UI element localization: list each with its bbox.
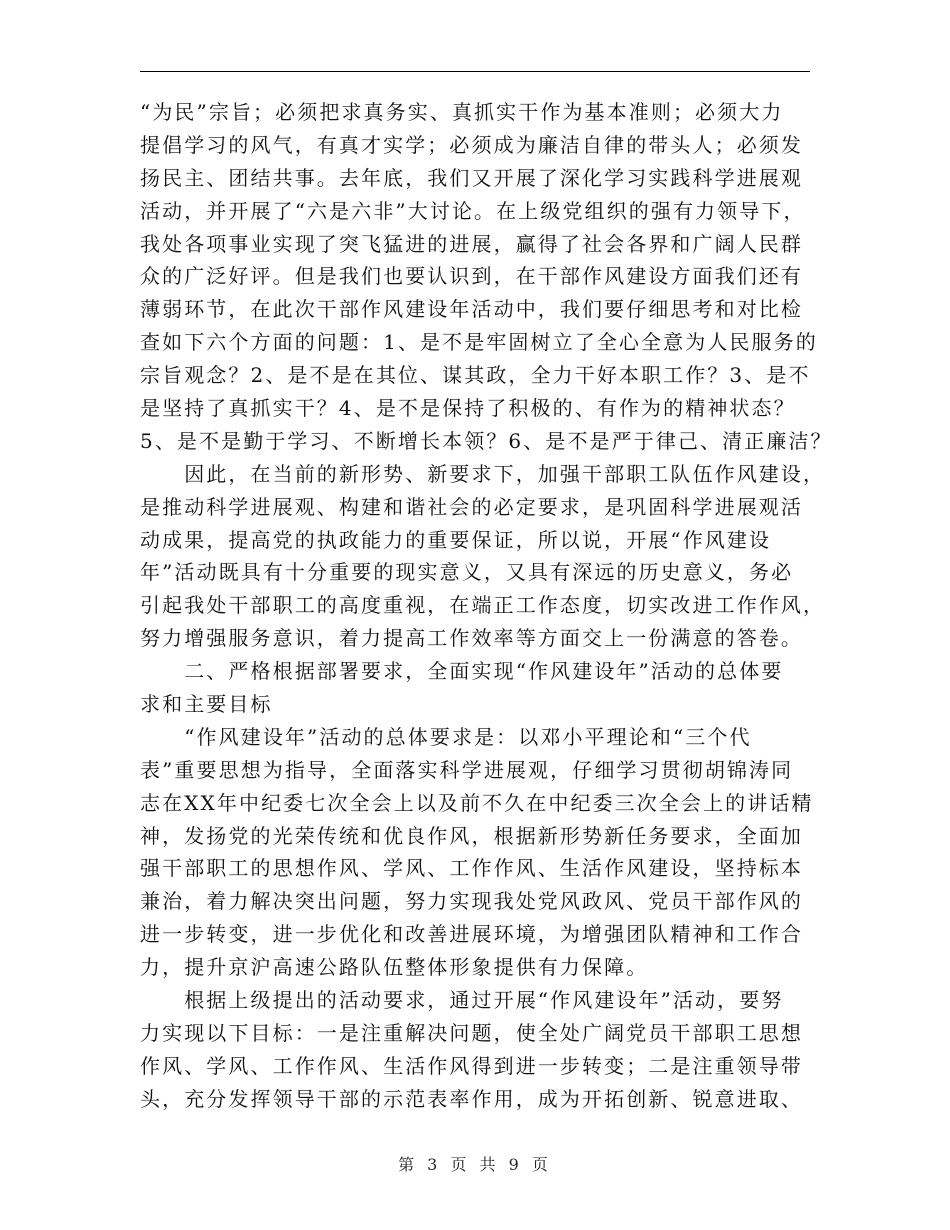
text-line: 进一步转变，进一步优化和改善进展环境，为增强团队精神和工作合 (140, 922, 803, 947)
page-footer: 第 3 页 共 9 页 (398, 1155, 552, 1174)
text-line: 我处各项事业实现了突飞猛进的进展，赢得了社会各界和广阔人民群 (140, 231, 803, 256)
text-line: 活动，并开展了“六是六非”大讨论。在上级党组织的强有力领导下， (140, 198, 806, 223)
text-line: 动成果，提高党的执政能力的重要保证，所以说，开展“作风建设 (140, 527, 772, 552)
body-text (140, 96, 833, 1116)
text-line: 是坚持了真抓实干？4、是不是保持了积极的、有作为的精神状态？ (140, 396, 796, 421)
text-line: 年”活动既具有十分重要的现实意义，又具有深远的历史意义，务必 (140, 560, 794, 585)
text-line: “为民”宗旨；必须把求真务实、真抓实干作为基本准则；必须大力 (140, 100, 784, 124)
text-line: 提倡学习的风气，有真才实学；必须成为廉洁自律的带头人；必须发 (140, 132, 803, 157)
text-line: 是推动科学进展观、构建和谐社会的必定要求，是巩固科学进展观活 (140, 494, 803, 519)
text-line: “作风建设年”活动的总体要求是：以邓小平理论和“三个代 (140, 724, 752, 749)
text-line: 二、严格根据部署要求，全面实现“作风建设年”活动的总体要 (140, 659, 784, 684)
text-line: 求和主要目标 (140, 692, 273, 717)
text-line: 志在XX年中纪委七次全会上以及前不久在中纪委三次全会上的讲话精 (140, 790, 814, 815)
text-line: 作风、学风、工作作风、生活作风得到进一步转变；二是注重领导带 (140, 1053, 803, 1078)
text-line: 根据上级提出的活动要求，通过开展“作风建设年”活动，要努 (140, 988, 784, 1013)
text-line: 兼治，着力解决突出问题，努力实现我处党风政风、党员干部作风的 (140, 889, 803, 914)
text-line: 因此，在当前的新形势、新要求下，加强干部职工队伍作风建设， (140, 461, 826, 486)
text-line: 表”重要思想为指导，全面落实科学进展观，仔细学习贯彻胡锦涛同 (140, 757, 794, 782)
text-line: 薄弱环节，在此次干部作风建设年活动中，我们要仔细思考和对比检 (140, 297, 803, 322)
text-line: 宗旨观念？2、是不是在其位、谋其政，全力干好本职工作？3、是不 (140, 363, 811, 388)
text-line: 强干部职工的思想作风、学风、工作作风、生活作风建设，坚持标本 (140, 856, 803, 881)
text-line: 查如下六个方面的问题：1、是不是牢固树立了全心全意为人民服务的 (140, 330, 818, 355)
text-line: 努力增强服务意识，着力提高工作效率等方面交上一份满意的答卷。 (140, 626, 803, 651)
text-line: 力，提升京沪高速公路队伍整体形象提供有力保障。 (140, 955, 649, 980)
text-line: 众的广泛好评。但是我们也要认识到，在干部作风建设方面我们还有 (140, 264, 803, 289)
text-line: 力实现以下目标：一是注重解决问题，使全处广阔党员干部职工思想 (140, 1020, 803, 1045)
text-line: 头，充分发挥领导干部的示范表率作用，成为开拓创新、锐意进取、 (140, 1086, 803, 1111)
text-line: 神，发扬党的光荣传统和优良作风，根据新形势新任务要求，全面加 (140, 823, 803, 848)
text-line: 引起我处干部职工的高度重视，在端正工作态度，切实改进工作作风， (140, 593, 826, 618)
text-line: 扬民主、团结共事。去年底，我们又开展了深化学习实践科学进展观 (140, 165, 803, 190)
text-line: 5、是不是勤于学习、不断增长本领？6、是不是严于律己、清正廉洁？ (140, 428, 833, 453)
header-rule (140, 71, 810, 72)
